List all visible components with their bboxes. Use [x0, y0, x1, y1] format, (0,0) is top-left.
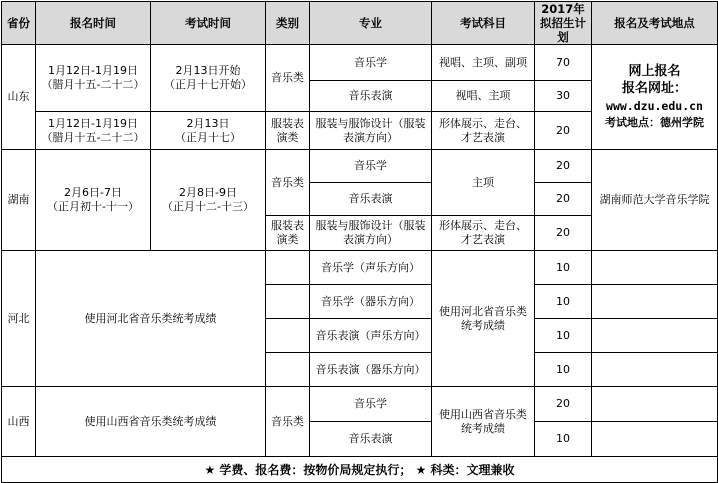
major-cell: 音乐表演: [310, 183, 432, 216]
category-cell: 服装表演类: [266, 112, 310, 150]
table-row: [2, 251, 718, 285]
star-icon: ★: [415, 462, 427, 477]
major-cell: 音乐表演: [310, 422, 432, 457]
table-row: [2, 45, 718, 81]
category-cell: 服装表演类: [266, 216, 310, 251]
footer-note: [2, 457, 718, 483]
category-cell: [266, 251, 310, 285]
header-plan: 2017年拟招生计划: [535, 2, 592, 45]
header-province: 省份: [2, 2, 36, 45]
province-cell-shandong: 山东: [2, 45, 36, 150]
location-cell: [592, 285, 718, 319]
subjects-cell: 主项: [432, 150, 535, 216]
major-cell: 音乐表演（器乐方向）: [310, 353, 432, 387]
subjects-cell: 视唱、主项、副项: [432, 45, 535, 81]
star-icon: ★: [204, 462, 216, 477]
location-cell-shandong: 网上报名 报名网址： www.dzu.edu.cn 考试地点：德州学院: [592, 45, 718, 150]
plan-cell: 20: [535, 112, 592, 150]
plan-cell: 10: [535, 285, 592, 319]
major-cell: 音乐表演: [310, 81, 432, 112]
province-cell-hunan: 湖南: [2, 150, 36, 251]
note-cell-hebei: 使用河北省音乐类统考成绩: [36, 251, 266, 387]
location-cell: [592, 251, 718, 285]
header-reg-time: 报名时间: [36, 2, 151, 45]
province-cell-hebei: 河北: [2, 251, 36, 387]
location-cell-hunan: 湖南师范大学音乐学院: [592, 150, 718, 251]
location-cell: [592, 387, 718, 422]
subjects-cell: 形体展示、走台、才艺表演: [432, 112, 535, 150]
subjects-text: 科类：文理兼收: [430, 462, 515, 477]
header-location: 报名及考试地点: [592, 2, 718, 45]
plan-cell: 10: [535, 319, 592, 353]
category-cell: [266, 353, 310, 387]
category-cell: 音乐类: [266, 150, 310, 216]
plan-cell: 10: [535, 251, 592, 285]
location-cell: [592, 422, 718, 457]
header-subjects: 考试科目: [432, 2, 535, 45]
major-cell: 音乐学: [310, 150, 432, 183]
note-cell-shanxi: 使用山西省音乐类统考成绩: [36, 387, 266, 457]
admissions-table: [1, 1, 718, 483]
major-cell: 服装与服饰设计（服装表演方向）: [310, 216, 432, 251]
major-cell: 音乐学（器乐方向）: [310, 285, 432, 319]
exam-time-cell: 2月13日开始 （正月十七开始）: [151, 45, 266, 112]
subjects-cell: 视唱、主项: [432, 81, 535, 112]
subjects-cell: 形体展示、走台、才艺表演: [432, 216, 535, 251]
plan-cell: 20: [535, 216, 592, 251]
plan-cell: 20: [535, 150, 592, 183]
header-major: 专业: [310, 2, 432, 45]
province-cell-shanxi: 山西: [2, 387, 36, 457]
table-row: [2, 387, 718, 422]
reg-time-cell: 1月12日-1月19日 （腊月十五-二十二）: [36, 112, 151, 150]
footer-row: [2, 457, 718, 483]
plan-cell: 10: [535, 422, 592, 457]
major-cell: 音乐学（声乐方向）: [310, 251, 432, 285]
major-cell: 服装与服饰设计（服装表演方向）: [310, 112, 432, 150]
subjects-cell-shanxi: 使用山西省音乐类统考成绩: [432, 387, 535, 457]
exam-time-cell: 2月8日-9日 （正月十二-十三）: [151, 150, 266, 251]
header-exam-time: 考试时间: [151, 2, 266, 45]
plan-cell: 30: [535, 81, 592, 112]
category-cell: [266, 319, 310, 353]
reg-time-cell: 2月6日-7日 （正月初十-十一）: [36, 150, 151, 251]
major-cell: 音乐学: [310, 387, 432, 422]
location-cell: [592, 319, 718, 353]
category-cell: [266, 285, 310, 319]
category-cell: 音乐类: [266, 387, 310, 457]
major-cell: 音乐学: [310, 45, 432, 81]
major-cell: 音乐表演（声乐方向）: [310, 319, 432, 353]
plan-cell: 70: [535, 45, 592, 81]
plan-cell: 20: [535, 387, 592, 422]
plan-cell: 20: [535, 183, 592, 216]
exam-time-cell: 2月13日 （正月十七）: [151, 112, 266, 150]
fees-text: 学费、报名费：按物价局规定执行；: [219, 462, 412, 477]
table-row: [2, 150, 718, 183]
header-row: [2, 2, 718, 45]
category-cell: 音乐类: [266, 45, 310, 112]
reg-time-cell: 1月12日-1月19日 （腊月十五-二十二）: [36, 45, 151, 112]
plan-cell: 10: [535, 353, 592, 387]
location-cell: [592, 353, 718, 387]
header-category: 类别: [266, 2, 310, 45]
registration-url: www.dzu.edu.cn: [606, 99, 703, 113]
subjects-cell-hebei: 使用河北省音乐类统考成绩: [432, 251, 535, 387]
